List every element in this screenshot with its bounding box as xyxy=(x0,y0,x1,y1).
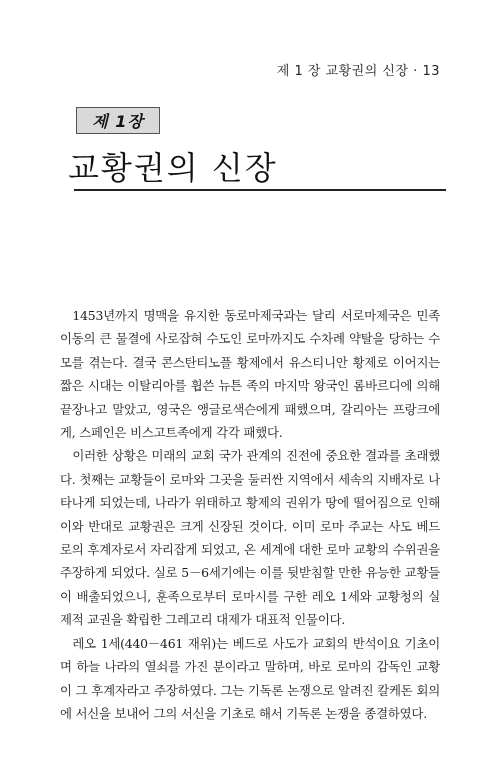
running-head: 제 1 장 교황권의 신장 · 13 xyxy=(276,64,440,79)
chapter-tag-label: 제 1장 xyxy=(92,112,144,131)
chapter-tag xyxy=(76,107,160,134)
paragraph-1: 1453년까지 명맥을 유지한 동로마제국과는 달리 서로마제국은 민족이동의 큰 물결에 사로잡혀 수도인 로마까지도 수차례 약탈을 당하는 수모를 겪는다. 결국 콘스탄티노플 황제에서 유스티니안 황제로 이어지는 짧은 시대는 이탈리아를 휩쓴 뉴튼 족의 마지막 왕국인 롬바르디에 의해 끝장나고 말았고, 영국은 앵글로색슨에게 패했으며, 갈리아는 프랑크에게, 스페인은 비스고트족에게 각각 패했다. xyxy=(60,308,440,441)
paragraph-3: 레오 1세(440－461 재위)는 베드로 사도가 교회의 반석이요 기초이며 하늘 나라의 열쇠를 가진 분이라고 말하며, 바로 로마의 감독인 교황이 그 후계자라고 주장하였다. 그는 기독론 논쟁으로 알려진 칼케돈 회의에 서신을 보내어 그의 서신을 기초로 해서 기독론 논쟁을 종결하였다. xyxy=(60,635,440,721)
title-underline xyxy=(74,189,446,191)
paragraph-2: 이러한 상황은 미래의 교회 국가 관계의 진전에 중요한 결과를 초래했다. 첫째는 교황들이 로마와 그곳을 둘러싼 지역에서 세속의 지배자로 나타나게 되었는데, 나라가 위태하고 황제의 권위가 땅에 떨어짐으로 인해 이와 반대로 교황권은 크게 신장된 것이다. 이미 로마 주교는 사도 베드로의 후계자로서 자리잡게 되었고, 온 세계에 대한 로마 교황의 수위권을 주장하게 되었다. 실로 5－6세기에는 이를 뒷받침할 만한 유능한 교황들이 배출되었으니, 훈족으로부터 로마시를 구한 레오 1세와 교황청의 실제적 교권을 확립한 그레고리 대제가 대표적 인물이다. xyxy=(60,448,440,628)
body-text xyxy=(60,304,440,725)
chapter-title: 교황권의 신장 xyxy=(68,149,278,187)
